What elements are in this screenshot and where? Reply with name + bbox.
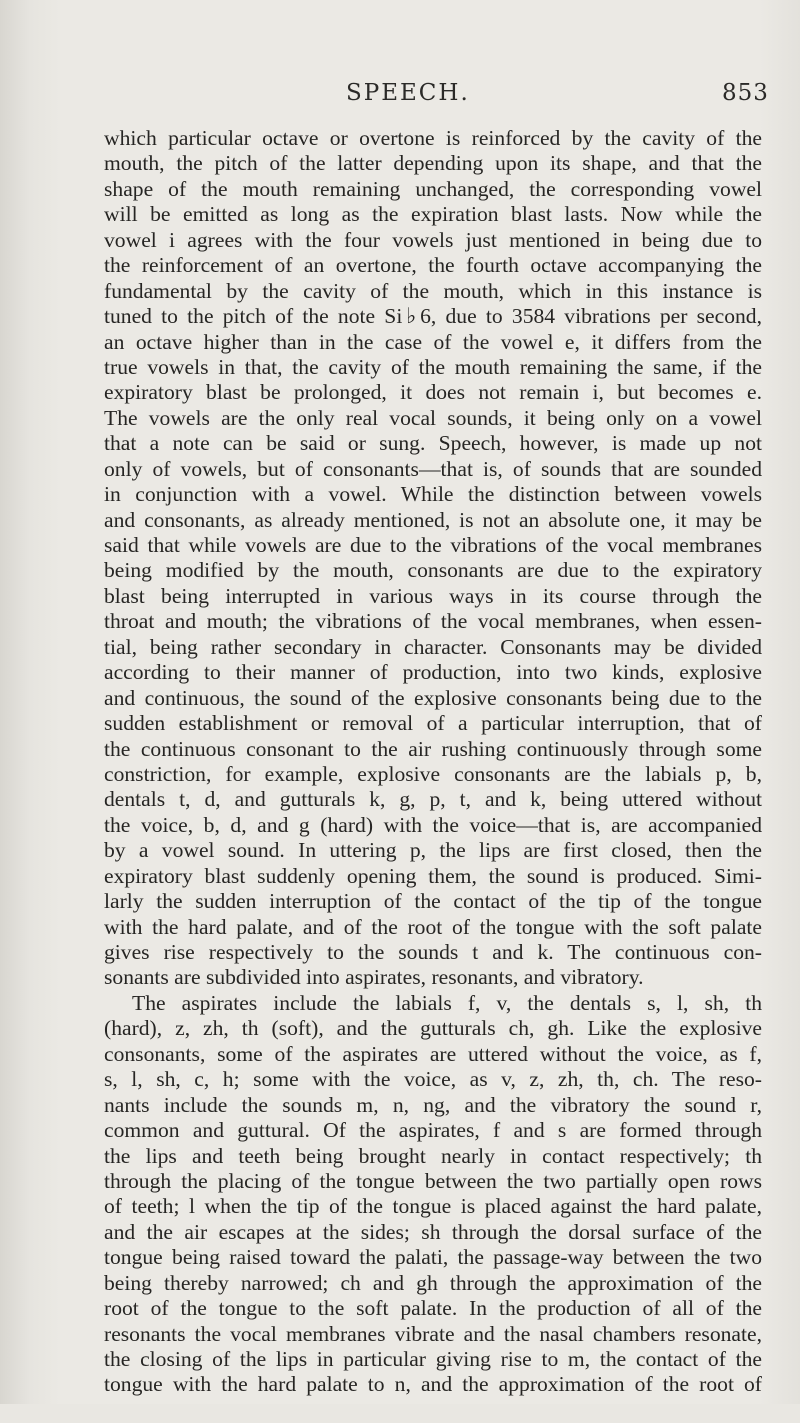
text-line: dentals t, d, and gutturals k, g, p, t, and k, being uttered without [104, 787, 762, 812]
text-line: larly the sudden interruption of the contact of the tip of the tongue [104, 889, 762, 914]
text-line: and the air escapes at the sides; sh through the dorsal surface of the [104, 1219, 762, 1244]
text-line: tuned to the pitch of the note Si♭6, due to 3584 vibrations per second, [104, 304, 762, 329]
text-line: root of the tongue to the soft palate. In the production of all of the [104, 1296, 762, 1321]
text-line: only of vowels, but of consonants—that is, of sounds that are sounded [104, 456, 762, 481]
text-line: with the hard palate, and of the root of the tongue with the soft palate [104, 914, 762, 939]
text-line: blast being interrupted in various ways in its course through the [104, 583, 762, 608]
running-head [0, 80, 800, 110]
text-line: that a note can be said or sung. Speech, however, is made up not [104, 431, 762, 456]
text-line: fundamental by the cavity of the mouth, which in this instance is [104, 278, 762, 303]
text-line [104, 1398, 762, 1423]
text-line: common and guttural. Of the aspirates, f and s are formed through [104, 1118, 762, 1143]
text-line: the closing of the lips in particular giving rise to m, the contact of the [104, 1347, 762, 1371]
text-line: tial, being rather secondary in character. Consonants may be divided [104, 634, 762, 659]
text-line: according to their manner of production, into two kinds, explosive [104, 660, 762, 685]
text-line: vowel i agrees with the four vowels just mentioned in being due to [104, 227, 762, 252]
text-line: of teeth; l when the tip of the tongue is placed against the hard palate, [104, 1194, 762, 1219]
text-line: being thereby narrowed; ch and gh through the approximation of the [104, 1270, 762, 1295]
text-line: resonants the vocal membranes vibrate and the nasal chambers resonate, [104, 1321, 762, 1346]
text-line: expiratory blast suddenly opening them, the sound is produced. Simi- [104, 863, 762, 888]
text-line: tongue with the hard palate to n, and the approximation of the root of [104, 1372, 762, 1397]
text-line: and continuous, the sound of the explosive consonants being due to the [104, 685, 762, 710]
text-line: shape of the mouth remaining unchanged, the corresponding vowel [104, 176, 762, 201]
paragraph-start-line: The aspirates include the labials f, v, the dentals s, l, sh, th [132, 990, 762, 1015]
text-line: the reinforcement of an overtone, the fourth octave accompanying the [104, 253, 762, 278]
text-line: sudden establishment or removal of a particular interruption, that of [104, 711, 762, 736]
text-line: by a vowel sound. In uttering p, the lips are first closed, then the [104, 838, 762, 863]
text-line: an octave higher than in the case of the vowel e, it differs from the [104, 329, 762, 354]
text-line: the voice, b, d, and g (hard) with the voice—that is, are accompanied [104, 812, 762, 837]
text-line: tongue being raised toward the palati, the passage-way between the two [104, 1245, 762, 1270]
text-line: mouth, the pitch of the latter depending upon its shape, and that the [104, 151, 762, 176]
text-line: The vowels are the only real vocal sounds, it being only on a vowel [104, 405, 762, 430]
text-line: expiratory blast be prolonged, it does not remain i, but becomes e. [104, 380, 762, 405]
page-number: 853 [722, 80, 769, 106]
text-line: the lips and teeth being brought nearly in contact respectively; th [104, 1143, 762, 1168]
text-line: the continuous consonant to the air rushing continuously through some [104, 736, 762, 761]
text-line: will be emitted as long as the expiration blast lasts. Now while the [104, 202, 762, 227]
text-line: which particular octave or overtone is reinforced by the cavity of the [104, 126, 762, 150]
text-line: s, l, sh, c, h; some with the voice, as v, z, zh, th, ch. The reso- [104, 1067, 762, 1092]
text-line: nants include the sounds m, n, ng, and the vibratory the sound r, [104, 1092, 762, 1117]
text-line: throat and mouth; the vibrations of the vocal membranes, when essen- [104, 609, 762, 634]
text-line: constriction, for example, explosive consonants are the labials p, b, [104, 761, 762, 786]
body-text [104, 126, 762, 1423]
text-line: in conjunction with a vowel. While the distinction between vowels [104, 482, 762, 507]
text-line: true vowels in that, the cavity of the mouth remaining the same, if the [104, 354, 762, 379]
text-line: (hard), z, zh, th (soft), and the gutturals ch, gh. Like the explosive [104, 1016, 762, 1041]
text-line: consonants, some of the aspirates are uttered without the voice, as f, [104, 1041, 762, 1066]
text-line: and consonants, as already mentioned, is not an absolute one, it may be [104, 507, 762, 532]
running-title: SPEECH. [346, 80, 470, 106]
text-line: said that while vowels are due to the vibrations of the vocal membranes [104, 533, 762, 557]
text-line: gives rise respectively to the sounds t and k. The continuous con- [104, 940, 762, 964]
text-line: through the placing of the tongue between the two partially open rows [104, 1168, 762, 1193]
text-line: being modified by the mouth, consonants are due to the expiratory [104, 558, 762, 583]
text-line: sonants are subdivided into aspirates, resonants, and vibratory. [104, 965, 644, 990]
